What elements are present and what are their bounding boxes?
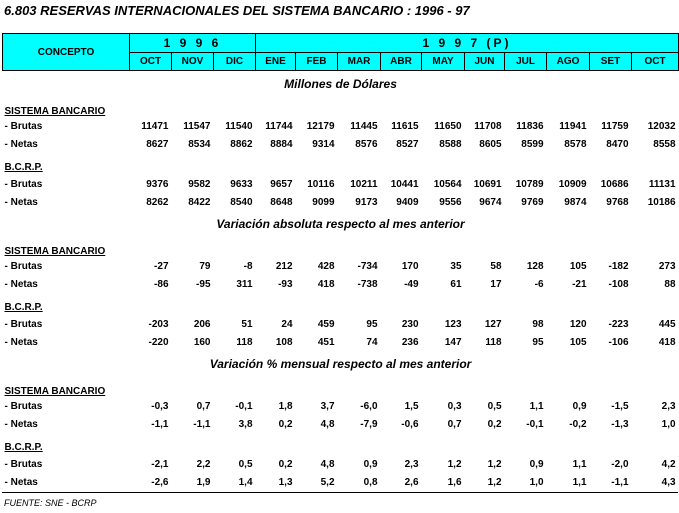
table-row: [3, 473, 679, 491]
value-cell: -2,1: [151, 458, 169, 470]
month-header: OCT: [632, 53, 679, 71]
value-cell: 8422: [188, 196, 211, 208]
value-cell: 10564: [433, 178, 462, 190]
value-cell: 9633: [230, 178, 253, 190]
value-cell: 1,1: [529, 400, 544, 412]
value-cell: 8627: [146, 138, 169, 150]
row-label: - Netas: [4, 138, 38, 150]
value-cell: 12032: [647, 120, 676, 132]
table-row: [3, 275, 679, 293]
value-cell: 11941: [559, 120, 587, 132]
row-label: - Netas: [4, 278, 38, 290]
table-row: [3, 333, 679, 351]
value-cell: -1,1: [151, 418, 169, 430]
value-cell: -2,0: [611, 458, 629, 470]
year-1996-header: 1 9 9 6: [130, 34, 256, 53]
value-cell: -0,6: [401, 418, 419, 430]
value-cell: 1,5: [404, 400, 419, 412]
concept-header: CONCEPTO: [3, 34, 130, 71]
value-cell: 118: [236, 336, 253, 348]
value-cell: -108: [608, 278, 629, 290]
value-cell: 0,2: [487, 418, 502, 430]
value-cell: 212: [275, 260, 293, 272]
value-cell: 1,2: [487, 458, 502, 470]
value-cell: 11708: [474, 120, 502, 132]
row-label: - Netas: [4, 476, 38, 488]
value-cell: 9657: [270, 178, 293, 190]
value-cell: 58: [490, 260, 502, 272]
value-cell: 8262: [146, 196, 169, 208]
value-cell: 10211: [350, 178, 378, 190]
value-cell: 88: [664, 278, 676, 290]
value-cell: 127: [484, 318, 502, 330]
value-cell: 418: [658, 336, 676, 348]
value-cell: -7,9: [360, 418, 378, 430]
value-cell: 1,0: [529, 476, 544, 488]
table-row: [3, 455, 679, 473]
value-cell: 9314: [312, 138, 335, 150]
value-cell: 11650: [434, 120, 462, 132]
group-name: SISTEMA BANCARIO: [4, 246, 106, 257]
value-cell: 1,1: [572, 476, 587, 488]
value-cell: 147: [444, 336, 462, 348]
section-title-row: [3, 211, 679, 237]
value-cell: -1,1: [611, 476, 629, 488]
section-title-row: [3, 71, 679, 98]
value-cell: 17: [490, 278, 502, 290]
value-cell: 2,2: [196, 458, 211, 470]
value-cell: 5,2: [320, 476, 335, 488]
value-cell: 230: [401, 318, 419, 330]
value-cell: 9376: [146, 178, 169, 190]
value-cell: -21: [572, 278, 587, 290]
value-cell: 9674: [479, 196, 502, 208]
group-row: [3, 159, 679, 175]
value-cell: -6,0: [360, 400, 378, 412]
value-cell: 9874: [564, 196, 587, 208]
table-row: [3, 193, 679, 211]
table-row: [3, 315, 679, 333]
month-header: ENE: [256, 53, 296, 71]
table-row: [3, 117, 679, 135]
value-cell: 0,9: [363, 458, 378, 470]
row-label: - Netas: [4, 196, 38, 208]
row-label: - Brutas: [4, 120, 43, 132]
month-header: NOV: [172, 53, 214, 71]
value-cell: 428: [317, 260, 335, 272]
value-cell: 2,3: [661, 400, 676, 412]
section-title: Variación absoluta respecto al mes anterior: [216, 217, 465, 231]
value-cell: 0,2: [278, 418, 293, 430]
value-cell: -106: [608, 336, 629, 348]
value-cell: 8588: [439, 138, 462, 150]
value-cell: 236: [401, 336, 419, 348]
value-cell: -1,1: [193, 418, 211, 430]
value-cell: -0,3: [151, 400, 169, 412]
value-cell: 1,2: [487, 476, 502, 488]
group-row: [3, 299, 679, 315]
group-row: [3, 97, 679, 117]
value-cell: 8576: [355, 138, 378, 150]
month-header: JUL: [505, 53, 547, 71]
year-1997-header: 1 9 9 7 (P): [256, 34, 679, 53]
value-cell: 128: [526, 260, 544, 272]
group-name: B.C.R.P.: [4, 441, 43, 453]
value-cell: 11615: [391, 120, 419, 132]
value-cell: -223: [608, 318, 629, 330]
value-cell: 4,8: [320, 418, 335, 430]
month-header: OCT: [130, 53, 172, 71]
value-cell: -2,6: [151, 476, 169, 488]
value-cell: 11547: [183, 120, 211, 132]
value-cell: 9768: [606, 196, 629, 208]
value-cell: 10789: [515, 178, 544, 190]
section-title: Millones de Dólares: [284, 77, 397, 91]
value-cell: 105: [569, 260, 587, 272]
value-cell: 8558: [653, 138, 676, 150]
value-cell: 3,7: [320, 400, 335, 412]
value-cell: 445: [658, 318, 676, 330]
value-cell: 61: [450, 278, 462, 290]
group-name: SISTEMA BANCARIO: [4, 386, 106, 397]
value-cell: 11471: [141, 120, 169, 132]
value-cell: 3,8: [238, 418, 253, 430]
value-cell: -1,5: [611, 400, 629, 412]
value-cell: 459: [317, 318, 335, 330]
value-cell: 8534: [188, 138, 211, 150]
month-header: FEB: [296, 53, 338, 71]
value-cell: 8470: [606, 138, 629, 150]
value-cell: -203: [148, 318, 169, 330]
bottom-divider: [2, 492, 678, 493]
value-cell: 0,3: [447, 400, 462, 412]
value-cell: 11836: [516, 120, 544, 132]
table-row: [3, 175, 679, 193]
value-cell: 11759: [601, 120, 629, 132]
value-cell: 98: [532, 318, 544, 330]
group-row: [3, 439, 679, 455]
value-cell: 108: [275, 336, 293, 348]
value-cell: 8605: [479, 138, 502, 150]
value-cell: 9769: [521, 196, 544, 208]
value-cell: 35: [450, 260, 462, 272]
value-cell: 206: [193, 318, 211, 330]
value-cell: 0,7: [196, 400, 211, 412]
value-cell: -1,3: [611, 418, 629, 430]
value-cell: 95: [532, 336, 544, 348]
value-cell: 1,8: [278, 400, 293, 412]
value-cell: 95: [366, 318, 378, 330]
group-name: B.C.R.P.: [4, 301, 43, 313]
value-cell: 105: [569, 336, 587, 348]
section-title: Variación % mensual respecto al mes anterior: [209, 357, 472, 371]
group-name: B.C.R.P.: [4, 161, 43, 173]
value-cell: 8862: [230, 138, 253, 150]
value-cell: 1,2: [447, 458, 462, 470]
value-cell: 0,7: [447, 418, 462, 430]
table-row: [3, 397, 679, 415]
value-cell: 8527: [396, 138, 419, 150]
table-row: [3, 135, 679, 153]
value-cell: 1,1: [572, 458, 587, 470]
value-cell: -220: [148, 336, 169, 348]
row-label: - Brutas: [4, 260, 43, 272]
value-cell: -0,1: [526, 418, 544, 430]
value-cell: 10186: [647, 196, 676, 208]
value-cell: 120: [569, 318, 587, 330]
value-cell: 1,3: [278, 476, 293, 488]
value-cell: 0,5: [487, 400, 502, 412]
value-cell: 418: [317, 278, 335, 290]
value-cell: 10116: [307, 178, 335, 190]
value-cell: 8648: [270, 196, 293, 208]
value-cell: 11540: [225, 120, 253, 132]
value-cell: -8: [243, 260, 253, 272]
value-cell: 0,9: [572, 400, 587, 412]
value-cell: 51: [241, 318, 253, 330]
value-cell: 4,2: [661, 458, 676, 470]
value-cell: 311: [236, 278, 253, 290]
value-cell: 451: [317, 336, 335, 348]
value-cell: -0,1: [235, 400, 253, 412]
month-header: DIC: [214, 53, 256, 71]
value-cell: 123: [444, 318, 462, 330]
value-cell: 24: [281, 318, 293, 330]
value-cell: 9556: [439, 196, 462, 208]
row-label: - Brutas: [4, 400, 43, 412]
value-cell: 170: [401, 260, 419, 272]
value-cell: 4,8: [320, 458, 335, 470]
value-cell: 10691: [473, 178, 502, 190]
value-cell: 8540: [230, 196, 253, 208]
value-cell: 8884: [270, 138, 293, 150]
value-cell: 0,5: [238, 458, 253, 470]
value-cell: 0,8: [363, 476, 378, 488]
source-note: FUENTE: SNE - BCRP: [4, 498, 97, 508]
month-header: JUN: [465, 53, 505, 71]
value-cell: 118: [485, 336, 502, 348]
value-cell: 0,2: [278, 458, 293, 470]
value-cell: 9409: [396, 196, 419, 208]
value-cell: 11445: [350, 120, 378, 132]
value-cell: 160: [193, 336, 211, 348]
value-cell: 8599: [521, 138, 544, 150]
value-cell: 12179: [306, 120, 335, 132]
group-row: [3, 237, 679, 257]
header-row-years: [3, 34, 679, 53]
row-label: - Brutas: [4, 458, 43, 470]
value-cell: 4,3: [661, 476, 676, 488]
value-cell: -27: [154, 260, 169, 272]
value-cell: 1,4: [238, 476, 253, 488]
value-cell: 11131: [648, 178, 676, 190]
table-row: [3, 415, 679, 433]
value-cell: 2,6: [404, 476, 419, 488]
value-cell: -86: [154, 278, 169, 290]
value-cell: -182: [608, 260, 629, 272]
value-cell: -6: [534, 278, 544, 290]
value-cell: 10686: [600, 178, 629, 190]
value-cell: 9173: [355, 196, 378, 208]
value-cell: 0,9: [529, 458, 544, 470]
value-cell: 1,0: [661, 418, 676, 430]
value-cell: 11744: [265, 120, 293, 132]
row-label: - Brutas: [4, 178, 43, 190]
month-header: SET: [590, 53, 632, 71]
value-cell: 10909: [558, 178, 587, 190]
row-label: - Brutas: [4, 318, 43, 330]
row-label: - Netas: [4, 418, 38, 430]
value-cell: 9099: [312, 196, 335, 208]
value-cell: 79: [199, 260, 211, 272]
value-cell: 9582: [188, 178, 211, 190]
month-header: MAR: [338, 53, 381, 71]
value-cell: 1,6: [447, 476, 462, 488]
group-name: SISTEMA BANCARIO: [4, 106, 106, 117]
value-cell: -95: [196, 278, 211, 290]
value-cell: 10441: [390, 178, 419, 190]
value-cell: -93: [278, 278, 293, 290]
section-title-row: [3, 351, 679, 377]
value-cell: 1,9: [196, 476, 211, 488]
month-header: MAY: [422, 53, 465, 71]
table-row: [3, 257, 679, 275]
row-label: - Netas: [4, 336, 38, 348]
reserves-table: [2, 33, 679, 491]
month-header: ABR: [381, 53, 422, 71]
value-cell: 273: [658, 260, 676, 272]
value-cell: -0,2: [569, 418, 587, 430]
value-cell: 8578: [564, 138, 587, 150]
table-title: 6.803 RESERVAS INTERNACIONALES DEL SISTEMA BANCARIO : 1996 - 97: [4, 3, 470, 18]
value-cell: -738: [357, 278, 378, 290]
value-cell: 2,3: [404, 458, 419, 470]
value-cell: -734: [357, 260, 378, 272]
value-cell: 74: [366, 336, 378, 348]
value-cell: -49: [404, 278, 419, 290]
group-row: [3, 377, 679, 397]
month-header: AGO: [547, 53, 590, 71]
